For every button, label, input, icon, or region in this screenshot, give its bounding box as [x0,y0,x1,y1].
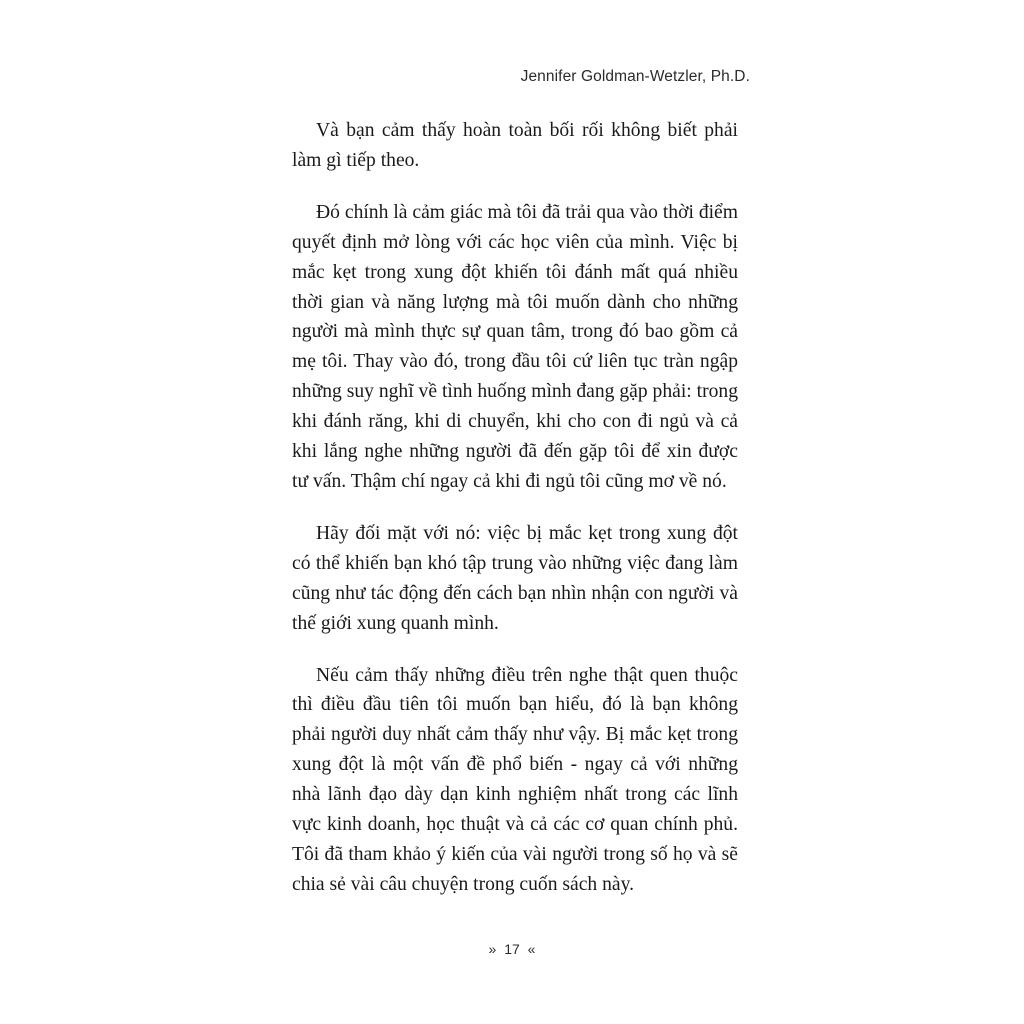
paragraph-1: Và bạn cảm thấy hoàn toàn bối rối không biết phải làm gì tiếp theo. [292,120,738,171]
running-head-author: Jennifer Goldman-Wetzler, Ph.D. [520,68,750,85]
paragraph-3: Hãy đối mặt với nó: việc bị mắc kẹt trong xung đột có thể khiến bạn khó tập trung vào những việc đang làm cũng như tác động đến cách bạn nhìn nhận con người và thế giới xung quanh mình. [292,522,738,634]
paragraph-4: Nếu cảm thấy những điều trên nghe thật quen thuộc thì điều đầu tiên tôi muốn bạn hiểu, đó là bạn không phải người duy nhất cảm thấy như vậy. Bị mắc kẹt trong xung đột là một vấn đề phổ biến - ngay cả với những nhà lãnh đạo dày dạn kinh nghiệm nhất trong các lĩnh vực kinh doanh, học thuật và cả các cơ quan chính phủ. Tôi đã tham khảo ý kiến của vài người trong số họ và sẽ chia sẻ vài câu chuyện trong cuốn sách này. [292,664,738,895]
folio-ornament-right: « [527,941,536,957]
page-folio [0,941,1024,957]
folio-ornament-left: » [488,941,497,957]
paragraph-2: Đó chính là cảm giác mà tôi đã trải qua vào thời điểm quyết định mở lòng với các học viên của mình. Việc bị mắc kẹt trong xung đột khiến tôi đánh mất quá nhiều thời gian và năng lượng mà tôi muốn dành cho những người mà mình thực sự quan tâm, trong đó bao gồm cả mẹ tôi. Thay vào đó, trong đầu tôi cứ liên tục tràn ngập những suy nghĩ về tình huống mình đang gặp phải: trong khi đánh răng, khi di chuyển, khi cho con đi ngủ và cả khi lắng nghe những người đã đến gặp tôi để xin được tư vấn. Thậm chí ngay cả khi đi ngủ tôi cũng mơ về nó. [292,201,738,492]
body-text [292,116,738,900]
page-number: 17 [504,941,520,957]
